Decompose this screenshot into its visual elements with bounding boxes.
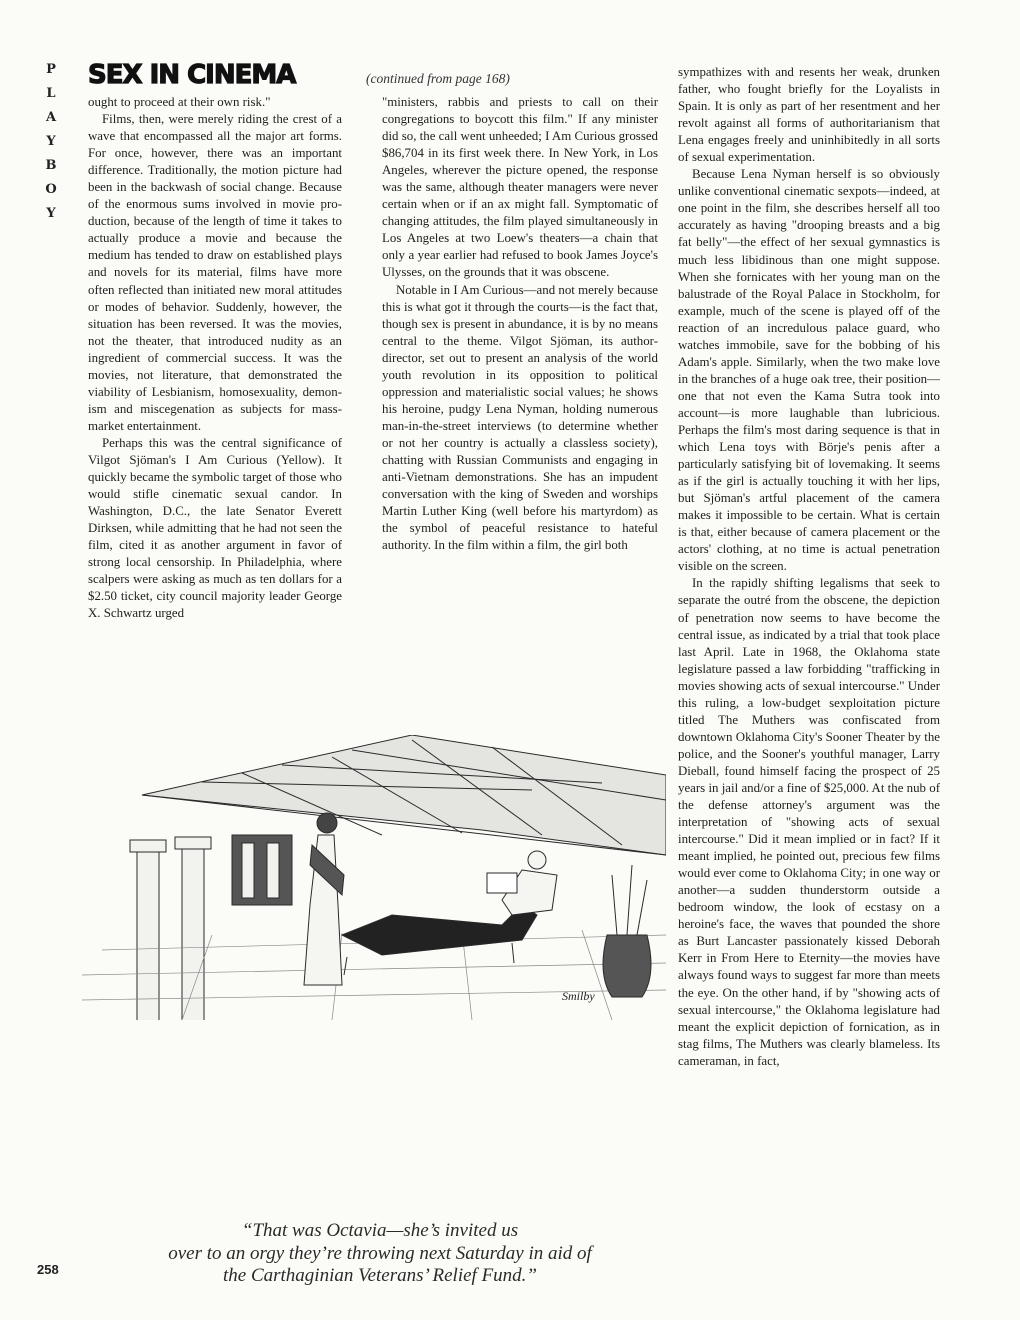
masthead-letter: A [45, 110, 57, 125]
caption-line-2: over to an orgy they’re throwing next Saturday in aid of [168, 1242, 592, 1264]
vase-with-reeds [603, 865, 651, 997]
article-paragraph: "ministers, rabbis and priests to call on their congregations to boycott this film." If any minister did so, the call went unheeded; I Am Curious grossed $86,704 in its first week there. In New York, in Los Angeles, wherever the picture opened, the response was the same, although theater managers were never certain when or if an ax might fall. Symptomatic of changing attitudes, the film played simultaneously in Los Angeles at two Loew's theaters—a chain that only a year earlier had refused to book James Joyce's Ulysses, on the grounds that it was obscene. [382, 95, 658, 280]
cartoon-illustration [82, 735, 666, 1020]
marble-columns [130, 835, 292, 1020]
caption-line-1: “That was Octavia—she’s invited us [241, 1220, 519, 1241]
playboy-masthead [40, 58, 62, 226]
article-paragraph: sympathizes with and resents her weak, drunken father, who fought briefly for the Loyalists in Spain. It is only as part of her resentment and her revolt against all forms of authoritarianism that Lena engages freely and uninhibitedly in all sorts of sexual experimentation. [678, 65, 940, 165]
caption-line-3: the Carthaginian Veterans’ Relief Fund.” [222, 1265, 537, 1286]
reclining-man [487, 851, 557, 915]
article-column-1 [88, 94, 342, 690]
article-paragraph: Because Lena Nyman herself is so obviously unlike conventional cinematic sexpots—indeed, at one point in the film, she describes herself all too accurately as having "drooping breasts and a big fat belly"—the effect of her sexual gymnastics is much less libidinous than one might suppose. When she fornicates with her young man on the balustrade of the Royal Palace in Stockholm, for example, much of the scene is played off of the reaction of an incredulous palace guard, who watches immobile, save for the bobbing of his Adam's apple. Similarly, when the two make love in the branches of a huge oak tree, their position—one that not even the Kama Sutra took into account—is more laughable than lubricious. Perhaps the film's most daring sequence is that in which Lena toys with Börje's penis after a particularly satisfying bit of lovemaking. It seems as if the girl is actually touching it with her lips, but Sjöman's artful placement of the camera makes it impossible to be certain. What is certain is that, either because of camera placement or the actors' clothing, at no time is actual penetration visible on the screen. [678, 167, 940, 574]
article-paragraph: In the rapidly shifting legalisms that seek to separate the outré from the obscene, the depiction of penetration now seems to have become the central issue, as indicated by a trial that took place last April. Late in 1968, the Oklahoma state legislature passed a law forbidding "trafficking in movies showing acts of sexual intercourse." Under this ruling, a low-budget sexploitation picture titled The Muthers was confiscated from downtown Oklahoma City's Sooner Theater by the police, and the Sooner's youthful manager, Larry Dieball, found himself facing the prospect of 25 years in jail and/or a fine of $25,000. At the nub of the defense attorney's argument was the interpretation of "showing acts of sexual intercourse." Did it mean implied or in fact? If it meant implied, he pointed out, precious few films would ever come to Oklahoma City; in one way or another—a sudden thunderstorm outside a bedroom window, the look of ecstasy on a heroine's face, the waves that pounded the shore as Burt Lancaster passionately kissed Deborah Kerr in From Here to Eternity—the movies have always found ways to suggest far more than meets the eye. On the other hand, if by "showing acts of sexual intercourse," the Oklahoma legislature had meant the explicit depiction of fornication, as in stag films, The Muthers was clearly blameless. Its cameraman, in fact, [678, 576, 940, 1068]
masthead-letter: O [45, 182, 57, 197]
article-title: SEX IN CINEMA [88, 60, 296, 90]
cartoonist-signature: Smilby [562, 989, 595, 1003]
cartoon-caption [110, 1220, 650, 1288]
masthead-letter: Y [46, 206, 56, 221]
article-column-3 [678, 64, 940, 1290]
continued-note: (continued from page 168) [366, 71, 510, 86]
article-paragraph: ought to proceed at their own risk." [88, 95, 271, 109]
article-paragraph: Notable in I Am Curious—and not merely because this is what got it through the courts—is the fact that, though sex is present in abundance, it is by no means central to the theme. Vilgot Sjöman, its author-director, set out to present an analysis of the world youth revolution in its opposition to political oppression and materialistic social values; he shows his heroine, pudgy Lena Nyman, holding numerous man-in-the-street interviews (to determine whether or not her country is actually a classless society), chatting with Russian Communists and engaging in anti-Vietnam demonstrations. She has an impudent conversation with the king of Sweden and worships Martin Luther King (well before his martyrdom) as the symbol of peaceful resistance to hateful authority. In the film within a film, the girl both [382, 282, 658, 553]
article-paragraph: Perhaps this was the central significance of Vilgot Sjöman's I Am Curious (Yellow). It quickly became the symbolic target of those who would stifle cinematic sexual candor. In Washington, D.C., the late Senator Everett Dirksen, while admitting that he had not seen the film, cited it as another argument in favor of strong local censorship. In Philadelphia, where scalpers were asking as much as ten dollars for a $2.50 ticket, city council majority leader George X. Schwartz urged [88, 435, 342, 621]
article-paragraph: Films, then, were merely riding the crest of a wave that encompassed all the major art forms. For once, however, there was an important difference. Traditionally, the motion picture had been in the backwash of social change. Because of the enormous sums involved in movie production, because of the length of time it takes to actually produce a movie and because the medium has tended to draw on established plays and novels for its material, films have more often reflected than initiated new moral attitudes or modes of behavior. Suddenly, however, the situation has been reversed. It was the movies, not the theater, that introduced nudity as an ingredient of commercial success. It was the movies, not literature, that demonstrated the viability of Lesbianism, homosexuality, demonism and miscegenation as subjects for mass-market entertainment. [88, 112, 342, 433]
page-number: 258 [37, 1262, 59, 1277]
standing-woman [304, 813, 344, 985]
masthead-letter: P [46, 62, 56, 77]
coffered-ceiling [142, 735, 666, 855]
masthead-letter: L [46, 86, 56, 101]
article-column-2 [382, 94, 658, 690]
chaise-longue [342, 905, 537, 975]
masthead-letter: Y [46, 134, 56, 149]
masthead-letter: B [45, 158, 57, 173]
